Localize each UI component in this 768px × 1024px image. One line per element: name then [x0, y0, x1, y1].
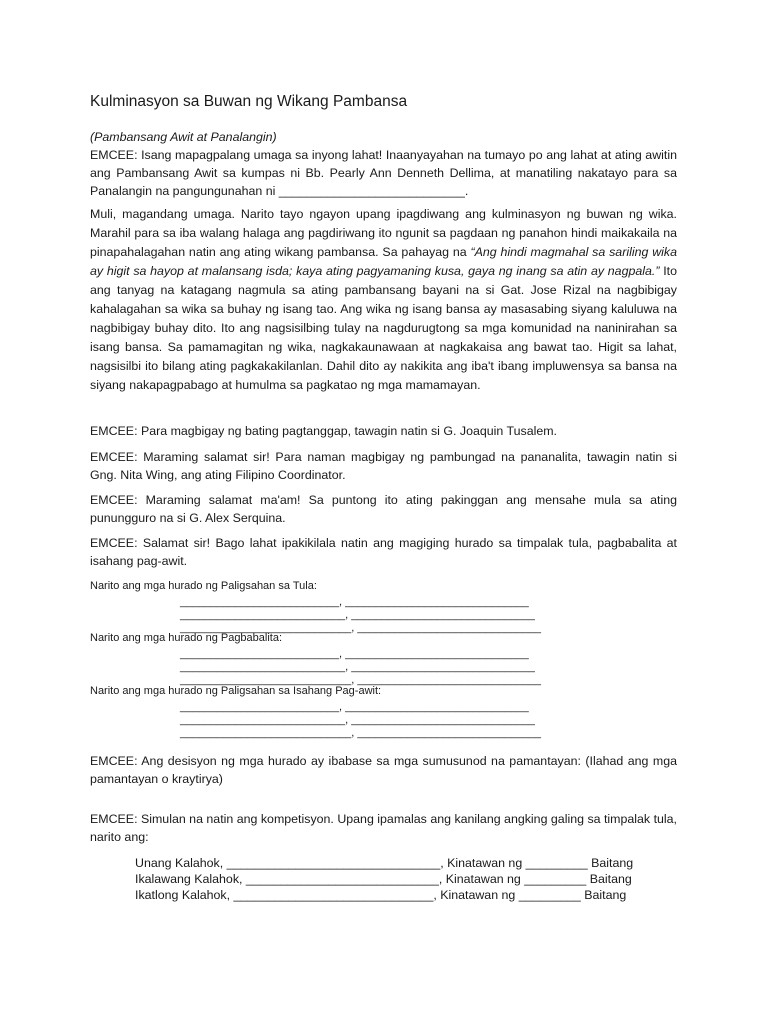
judges-line: ___________________________, ______________________________ — [180, 714, 535, 726]
judges-line: __________________________, ______________________________ — [180, 701, 529, 713]
welcome-paragraph — [90, 205, 677, 395]
judges-heading-pagbabalita: Narito ang mga hurado ng Pagbabalita: — [90, 632, 283, 644]
emcee-line-6: EMCEE: Simulan na natin ang kompetisyon. Upang ipamalas ang kanilang angking galing sa timpalak tula, narito ang: — [90, 812, 677, 844]
emcee-line-2: EMCEE: Maraming salamat sir! Para naman magbigay ng pambungad na pananalita, tawagin natin si Gng. Nita Wing, ang ating Filipino Coordinator. — [90, 450, 677, 482]
judges-heading-pag-awit: Narito ang mga hurado ng Paligsahan sa Isahang Pag-awit: — [90, 685, 382, 697]
judges-line: ____________________________, ______________________________ — [180, 727, 541, 739]
emcee-line-1: EMCEE: Para magbigay ng bating pagtanggap, tawagin natin si G. Joaquin Tusalem. — [90, 424, 557, 438]
contestant-line: Ikalawang Kalahok, ____________________________, Kinatawan ng _________ Baitang — [135, 872, 632, 886]
judges-line: __________________________, ______________________________ — [180, 596, 529, 608]
document-title: Kulminasyon sa Buwan ng Wikang Pambansa — [90, 93, 408, 110]
welcome-text-start: Muli, magandang umaga. Narito tayo ngayon upang ipagdiwang ang kulminasyon ng buwan ng wika. Marahil para sa iba walang halaga ang pagdiriwang ito ngunit sa pagdaan ng panahon hindi maikakaila na pinapahalagahan natin ang ating wikang pambansa. Sa pahayag na — [90, 207, 677, 259]
judges-line: ____________________________, ______________________________ — [180, 622, 541, 634]
emcee-line-5: EMCEE: Ang desisyon ng mga hurado ay ibabase sa mga sumusunod na pamantayan: (Ilahad ang mga pamantayan o kraytirya) — [90, 754, 677, 786]
emcee-line-4: EMCEE: Salamat sir! Bago lahat ipakikilala natin ang magiging hurado sa timpalak tula, pagbabalita at isahang pag-awit. — [90, 536, 677, 568]
contestant-line: Ikatlong Kalahok, _____________________________, Kinatawan ng _________ Baitang — [135, 888, 627, 902]
judges-heading-tula: Narito ang mga hurado ng Paligsahan sa Tula: — [90, 580, 317, 592]
contestant-line: Unang Kalahok, _______________________________, Kinatawan ng _________ Baitang — [135, 856, 634, 870]
welcome-text-end: Ito ang tanyag na katagang nagmula sa ating pambansang bayani na si Gat. Jose Rizal na nagbibigay kahalagahan sa wika sa buhay ng isang tao. Ang wika ng isang bansa ay masasabing siyang kaluluwa na nagbibigay buhay dito. Ito ang nagsisilbing tulay na nagdurugtong sa mga komunidad na naninirahan sa isang bansa. Sa pamamagitan ng wika, nagkakaunawaan at nagkakaisa ang bawat tao. Higit sa lahat, nagsisilbi ito bilang ating pagkakakilanlan. Dahil dito ay nakikita ang iba't ibang impluwensya sa bansa na siyang nakapagpabago at humulma sa pagkatao ng mga mamamayan. — [90, 264, 677, 392]
intro-paragraph: EMCEE: Isang mapagpalang umaga sa inyong lahat! Inaanyayahan na tumayo po ang lahat at ating awitin ang Pambansang Awit sa kumpas ni Bb. Pearly Ann Denneth Dellima, at manatiling nakatayo para sa Panalangin na pangungunahan ni ___________________________. — [90, 148, 677, 198]
section-subtitle: (Pambansang Awit at Panalangin) — [90, 130, 277, 144]
opening-section — [90, 128, 677, 200]
judges-line: ___________________________, ______________________________ — [180, 609, 535, 621]
rizal-quote: “Ang hindi magmahal sa sariling wika ay higit sa hayop at malansang isda; kaya ating pagyamaning kusa, gaya ng inang sa atin ay nagpala.” — [90, 245, 677, 278]
judges-line: __________________________, ______________________________ — [180, 648, 529, 660]
emcee-line-3: EMCEE: Maraming salamat ma'am! Sa puntong ito ating pakinggan ang mensahe mula sa ating punungguro na si G. Alex Serquina. — [90, 493, 677, 525]
judges-line: ____________________________, ______________________________ — [180, 674, 541, 686]
judges-line: ___________________________, ______________________________ — [180, 661, 535, 673]
